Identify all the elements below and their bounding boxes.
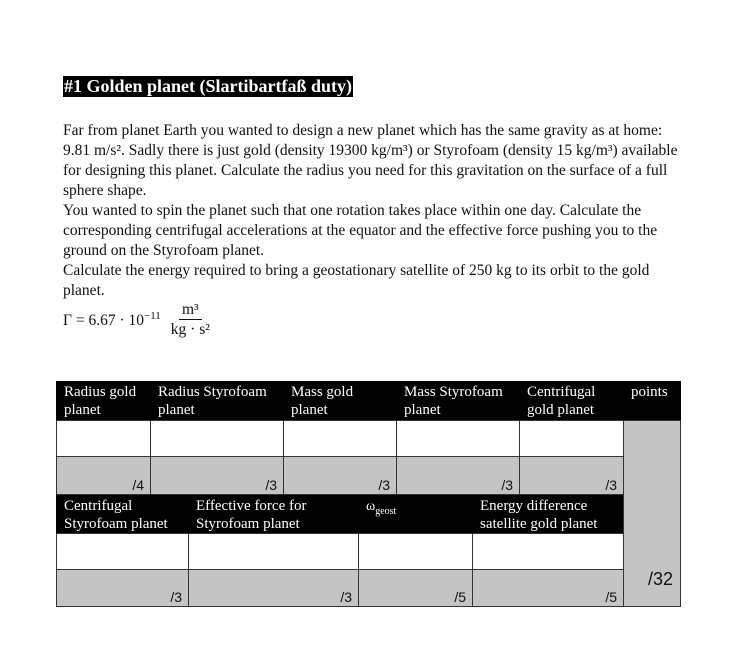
- formula-lhs-text: Γ = 6.67 · 10: [63, 311, 144, 329]
- total-points: /32: [623, 420, 681, 607]
- formula-fraction: [168, 301, 213, 340]
- formula-numerator: m³: [179, 301, 202, 320]
- gravitational-constant-formula: [63, 301, 213, 340]
- answer-energy-difference[interactable]: [472, 533, 624, 570]
- score-radius-gold: /4: [56, 456, 151, 495]
- score-mass-styrofoam: /3: [396, 456, 520, 495]
- answer-omega-geostationary[interactable]: [358, 533, 473, 570]
- formula-denominator: kg · s²: [170, 321, 210, 338]
- score-table: [56, 381, 681, 607]
- problem-title: #1 Golden planet (Slartibartfaß duty): [64, 76, 353, 96]
- score-centrifugal-gold: /3: [519, 456, 624, 495]
- header-points: points: [623, 381, 681, 420]
- paragraph-task-rotation: You wanted to spin the planet such that one rotation takes place within one day. Calculate the corresponding centrifugal accelerations at the equator and the effective force pushing you to the ground on the Styrofoam planet.: [63, 202, 658, 259]
- answer-centrifugal-styrofoam[interactable]: [56, 533, 189, 570]
- header-radius-styrofoam: Radius Styrofoam planet: [150, 381, 283, 420]
- header-omega-geostationary: [358, 495, 472, 534]
- header-mass-gold: Mass gold planet: [283, 381, 396, 420]
- score-mass-gold: /3: [283, 456, 397, 495]
- score-effective-force: /3: [188, 569, 359, 607]
- header-energy-difference: Energy difference satellite gold planet: [472, 495, 623, 534]
- score-omega-geostationary: /5: [358, 569, 473, 607]
- answer-centrifugal-gold[interactable]: [519, 420, 624, 457]
- header-mass-styrofoam: Mass Styrofoam planet: [396, 381, 519, 420]
- omega-subscript: geost: [375, 505, 397, 517]
- omega-symbol: ω: [366, 499, 376, 514]
- header-effective-force: Effective force for Styrofoam planet: [188, 495, 358, 534]
- header-radius-gold: Radius gold planet: [56, 381, 150, 420]
- formula-exponent: −11: [144, 309, 161, 322]
- answer-mass-gold[interactable]: [283, 420, 397, 457]
- score-energy-difference: /5: [472, 569, 624, 607]
- answer-effective-force[interactable]: [188, 533, 359, 570]
- score-radius-styrofoam: /3: [150, 456, 284, 495]
- paragraph-task-radius: Far from planet Earth you wanted to design a new planet which has the same gravity as at home: 9.81 m/s². Sadly there is just gold (density 19300 kg/m³) or Styrofoam (density 15 kg/m³) available for designing this planet. Calculate the radius you need for this gravitation on the surface of a full sphere shape.: [63, 122, 678, 199]
- answer-radius-gold[interactable]: [56, 420, 151, 457]
- answer-mass-styrofoam[interactable]: [396, 420, 520, 457]
- header-centrifugal-gold: Centrifugal gold planet: [519, 381, 623, 420]
- header-centrifugal-styrofoam: Centrifugal Styrofoam planet: [56, 495, 188, 534]
- answer-radius-styrofoam[interactable]: [150, 420, 284, 457]
- formula-lhs: [63, 309, 161, 330]
- paragraph-task-energy: Calculate the energy required to bring a geostationary satellite of 250 kg to its orbit to the gold planet.: [63, 262, 650, 299]
- score-centrifugal-styrofoam: /3: [56, 569, 189, 607]
